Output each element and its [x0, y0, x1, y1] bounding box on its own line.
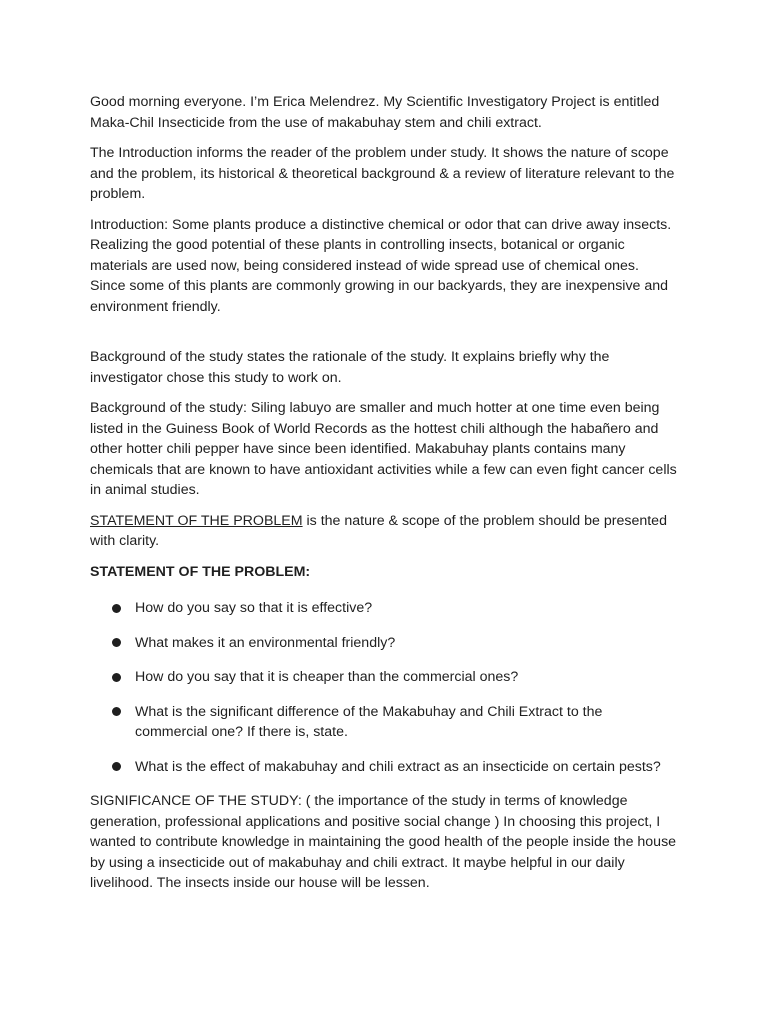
intro-greeting-paragraph: Good morning everyone. I’m Erica Melendrez. My Scientific Investigatory Project is entitled Maka-Chil Insecticide from the use of makabuhay stem and chili extract.	[90, 94, 660, 131]
bullet-icon	[112, 604, 121, 613]
problem-explainer-paragraph	[90, 511, 678, 552]
introduction-paragraph: Introduction: Some plants produce a distinctive chemical or odor that can drive away insects. Realizing the good potential of these plants in controlling insects, botanical or organic materials are used now, being considered instead of wide spread use of chemical ones. Since some of this plants are commonly growing in our backyards, they are inexpensive and environment friendly.	[90, 216, 672, 315]
problem-explainer-rest: is the nature & scope of the problem should be presented with clarity.	[90, 512, 667, 549]
problem-heading: STATEMENT OF THE PROBLEM:	[90, 563, 311, 580]
problem-questions-list	[90, 598, 678, 777]
significance-paragraph: SIGNIFICANCE OF THE STUDY: ( the importance of the study in terms of knowledge generation, professional applications and positive social change ) In choosing this project, I wanted to contribute knowledge in maintaining the good health of the people inside the house by using a insecticide out of makabuhay and chili extract. It maybe helpful in our daily livelihood. The insects inside our house will be lessen.	[90, 793, 677, 891]
question-text: What is the effect of makabuhay and chili extract as an insecticide on certain pests?	[135, 758, 661, 775]
question-text: What is the significant difference of the Makabuhay and Chili Extract to the commercial one? If there is, state.	[135, 703, 603, 740]
list-item	[90, 667, 678, 688]
problem-explainer-underlined: STATEMENT OF THE PROBLEM	[90, 512, 303, 529]
background-paragraph: Background of the study: Siling labuyo are smaller and much hotter at one time even being listed in the Guiness Book of World Records as the hottest chili although the habañero and other hotter chili pepper have since been identified. Makabuhay plants contains many chemicals that are known to have antioxidant activities while a few can even fight cancer cells in animal studies.	[90, 400, 677, 498]
question-text: How do you say that it is cheaper than the commercial ones?	[135, 669, 519, 685]
background-explainer-paragraph: Background of the study states the rationale of the study. It explains briefly why the investigator chose this study to work on.	[90, 349, 610, 386]
question-text: What makes it an environmental friendly?	[135, 634, 396, 651]
list-item	[90, 633, 678, 654]
list-item	[90, 757, 678, 778]
list-item	[90, 598, 678, 619]
introduction-explainer-paragraph: The Introduction informs the reader of the problem under study. It shows the nature of scope and the problem, its historical & theoretical background & a review of literature relevant to the problem.	[90, 145, 675, 202]
document-body	[90, 92, 678, 904]
bullet-icon	[112, 638, 121, 647]
bullet-icon	[112, 762, 121, 771]
bullet-icon	[112, 707, 121, 716]
question-text: How do you say so that it is effective?	[135, 600, 373, 616]
list-item	[90, 702, 678, 743]
bullet-icon	[112, 673, 121, 682]
